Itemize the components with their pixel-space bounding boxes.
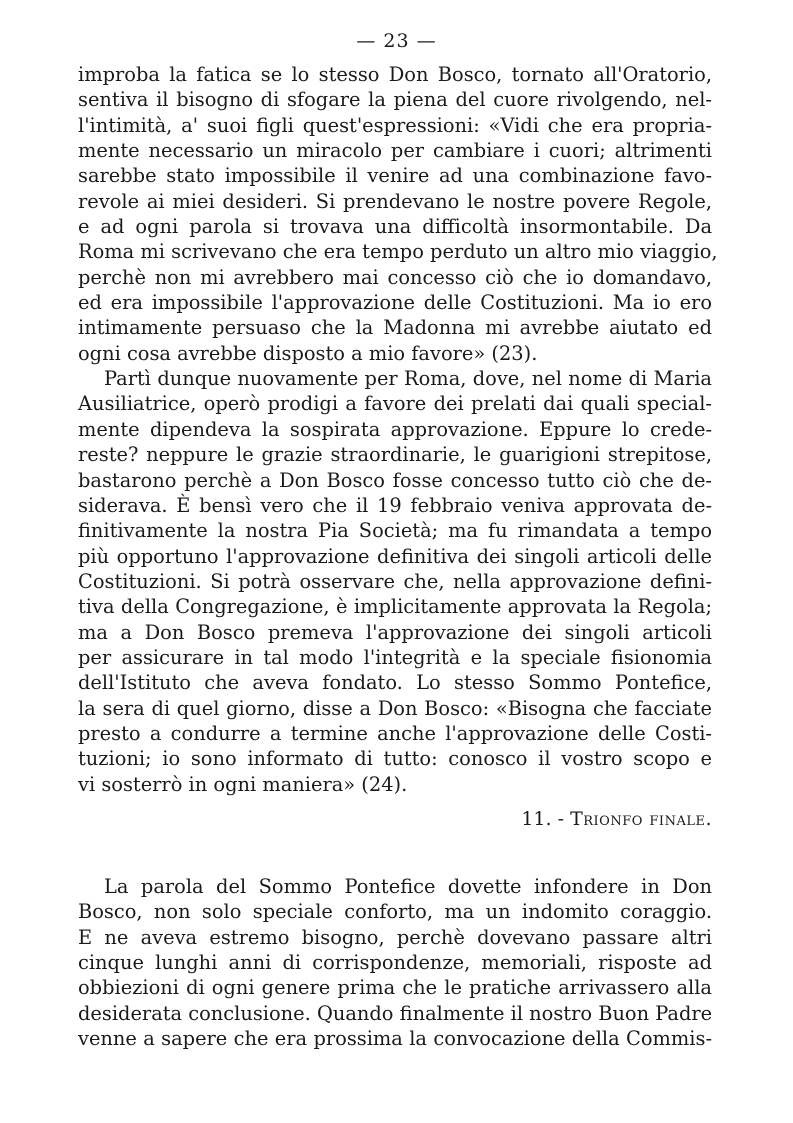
text-line: perchè non mi avrebbero mai concesso ciò che io domandavo, xyxy=(78,265,712,289)
text-line: Ausiliatrice, operò prodigi a favore dei prelati dai quali special- xyxy=(78,392,712,416)
text-line: E ne aveva estremo bisogno, perchè dovevano passare altri xyxy=(78,925,712,949)
text-line: l'intimità, a' suoi figli quest'espressioni: «Vidi che era propria- xyxy=(78,113,712,137)
paragraphs-before xyxy=(78,62,718,797)
text-line: sarebbe stato impossibile il venire ad una combinazione favo- xyxy=(78,164,712,188)
text-line: tuzioni; io sono informato di tutto: conosco il vostro scopo e xyxy=(78,747,712,771)
text-line: reste? neppure le grazie straordinarie, le guarigioni strepitose, xyxy=(78,443,712,467)
text-line: Bosco, non solo speciale conforto, ma un indomito coraggio. xyxy=(78,900,712,924)
text-line: La parola del Sommo Pontefice dovette infondere in Don xyxy=(104,875,712,898)
text-line: più opportuno l'approvazione definitiva dei singoli articoli delle xyxy=(78,544,712,568)
text-line: ogni cosa avrebbe disposto a mio favore» (23). xyxy=(78,341,538,365)
text-line: ma a Don Bosco premeva l'approvazione dei singoli articoli xyxy=(78,620,712,644)
section-heading xyxy=(78,797,712,838)
text-line: e ad ogni parola si trovava una difficoltà insormontabile. Da xyxy=(78,215,712,239)
section-number: 11. - xyxy=(521,807,565,830)
text-line: per assicurare in tal modo l'integrità e la speciale fisionomia xyxy=(78,645,712,669)
text-line: venne a sapere che era prossima la convocazione della Commis- xyxy=(78,1027,712,1051)
text-line: dell'Istituto che aveva fondato. Lo stesso Sommo Pontefice, xyxy=(78,671,712,695)
text-block-upper xyxy=(78,62,718,838)
text-line: improba la fatica se lo stesso Don Bosco, tornato all'Oratorio, xyxy=(78,63,712,86)
paragraph xyxy=(78,874,712,1051)
text-line: bastarono perchè a Don Bosco fosse concesso tutto ciò che de- xyxy=(78,468,712,492)
text-line: cinque lunghi anni di corrispondenze, memoriali, risposte ad xyxy=(78,951,712,975)
text-line: Partì dunque nuovamente per Roma, dove, nel nome di Maria xyxy=(104,367,712,391)
text-block-lower xyxy=(78,874,712,1051)
text-line: Costituzioni. Si potrà osservare che, nella approvazione defini- xyxy=(78,569,712,593)
section-title: Trionfo finale. xyxy=(570,807,712,830)
paragraph xyxy=(78,62,718,366)
text-line: finitivamente la nostra Pia Società; ma fu rimandata a tempo xyxy=(78,519,712,543)
text-line: mente dipendeva la sospirata approvazione. Eppure lo crede- xyxy=(78,417,712,441)
paragraphs-after xyxy=(78,874,712,1051)
text-line: la sera di quel giorno, disse a Don Bosco: «Bisogna che facciate xyxy=(78,696,712,720)
text-line: desiderata conclusione. Quando finalmente il nostro Buon Padre xyxy=(78,1001,713,1025)
text-line: revole ai miei desideri. Si prendevano le nostre povere Regole, xyxy=(78,189,712,213)
page-number: — 23 — xyxy=(356,30,437,52)
text-line: obbiezioni di ogni genere prima che le pratiche arrivassero alla xyxy=(78,976,712,1000)
text-line: Roma mi scrivevano che era tempo perduto un altro mio viaggio, xyxy=(78,240,718,264)
text-line: vi sosterrò in ogni maniera» (24). xyxy=(78,772,408,796)
text-line: intimamente persuaso che la Madonna mi avrebbe aiutato ed xyxy=(78,316,712,340)
text-line: mente necessario un miracolo per cambiare i cuori; altrimenti xyxy=(78,139,712,163)
text-line: ed era impossibile l'approvazione delle Costituzioni. Ma io ero xyxy=(78,291,712,315)
text-line: tiva della Congregazione, è implicitamente approvata la Regola; xyxy=(78,595,712,619)
text-line: presto a condurre a termine anche l'approvazione delle Costi- xyxy=(78,721,712,745)
text-line: sentiva il bisogno di sfogare la piena del cuore rivolgendo, nel- xyxy=(78,88,712,112)
paragraph xyxy=(78,366,712,797)
text-line: siderava. È bensì vero che il 19 febbraio veniva approvata de- xyxy=(78,493,712,517)
